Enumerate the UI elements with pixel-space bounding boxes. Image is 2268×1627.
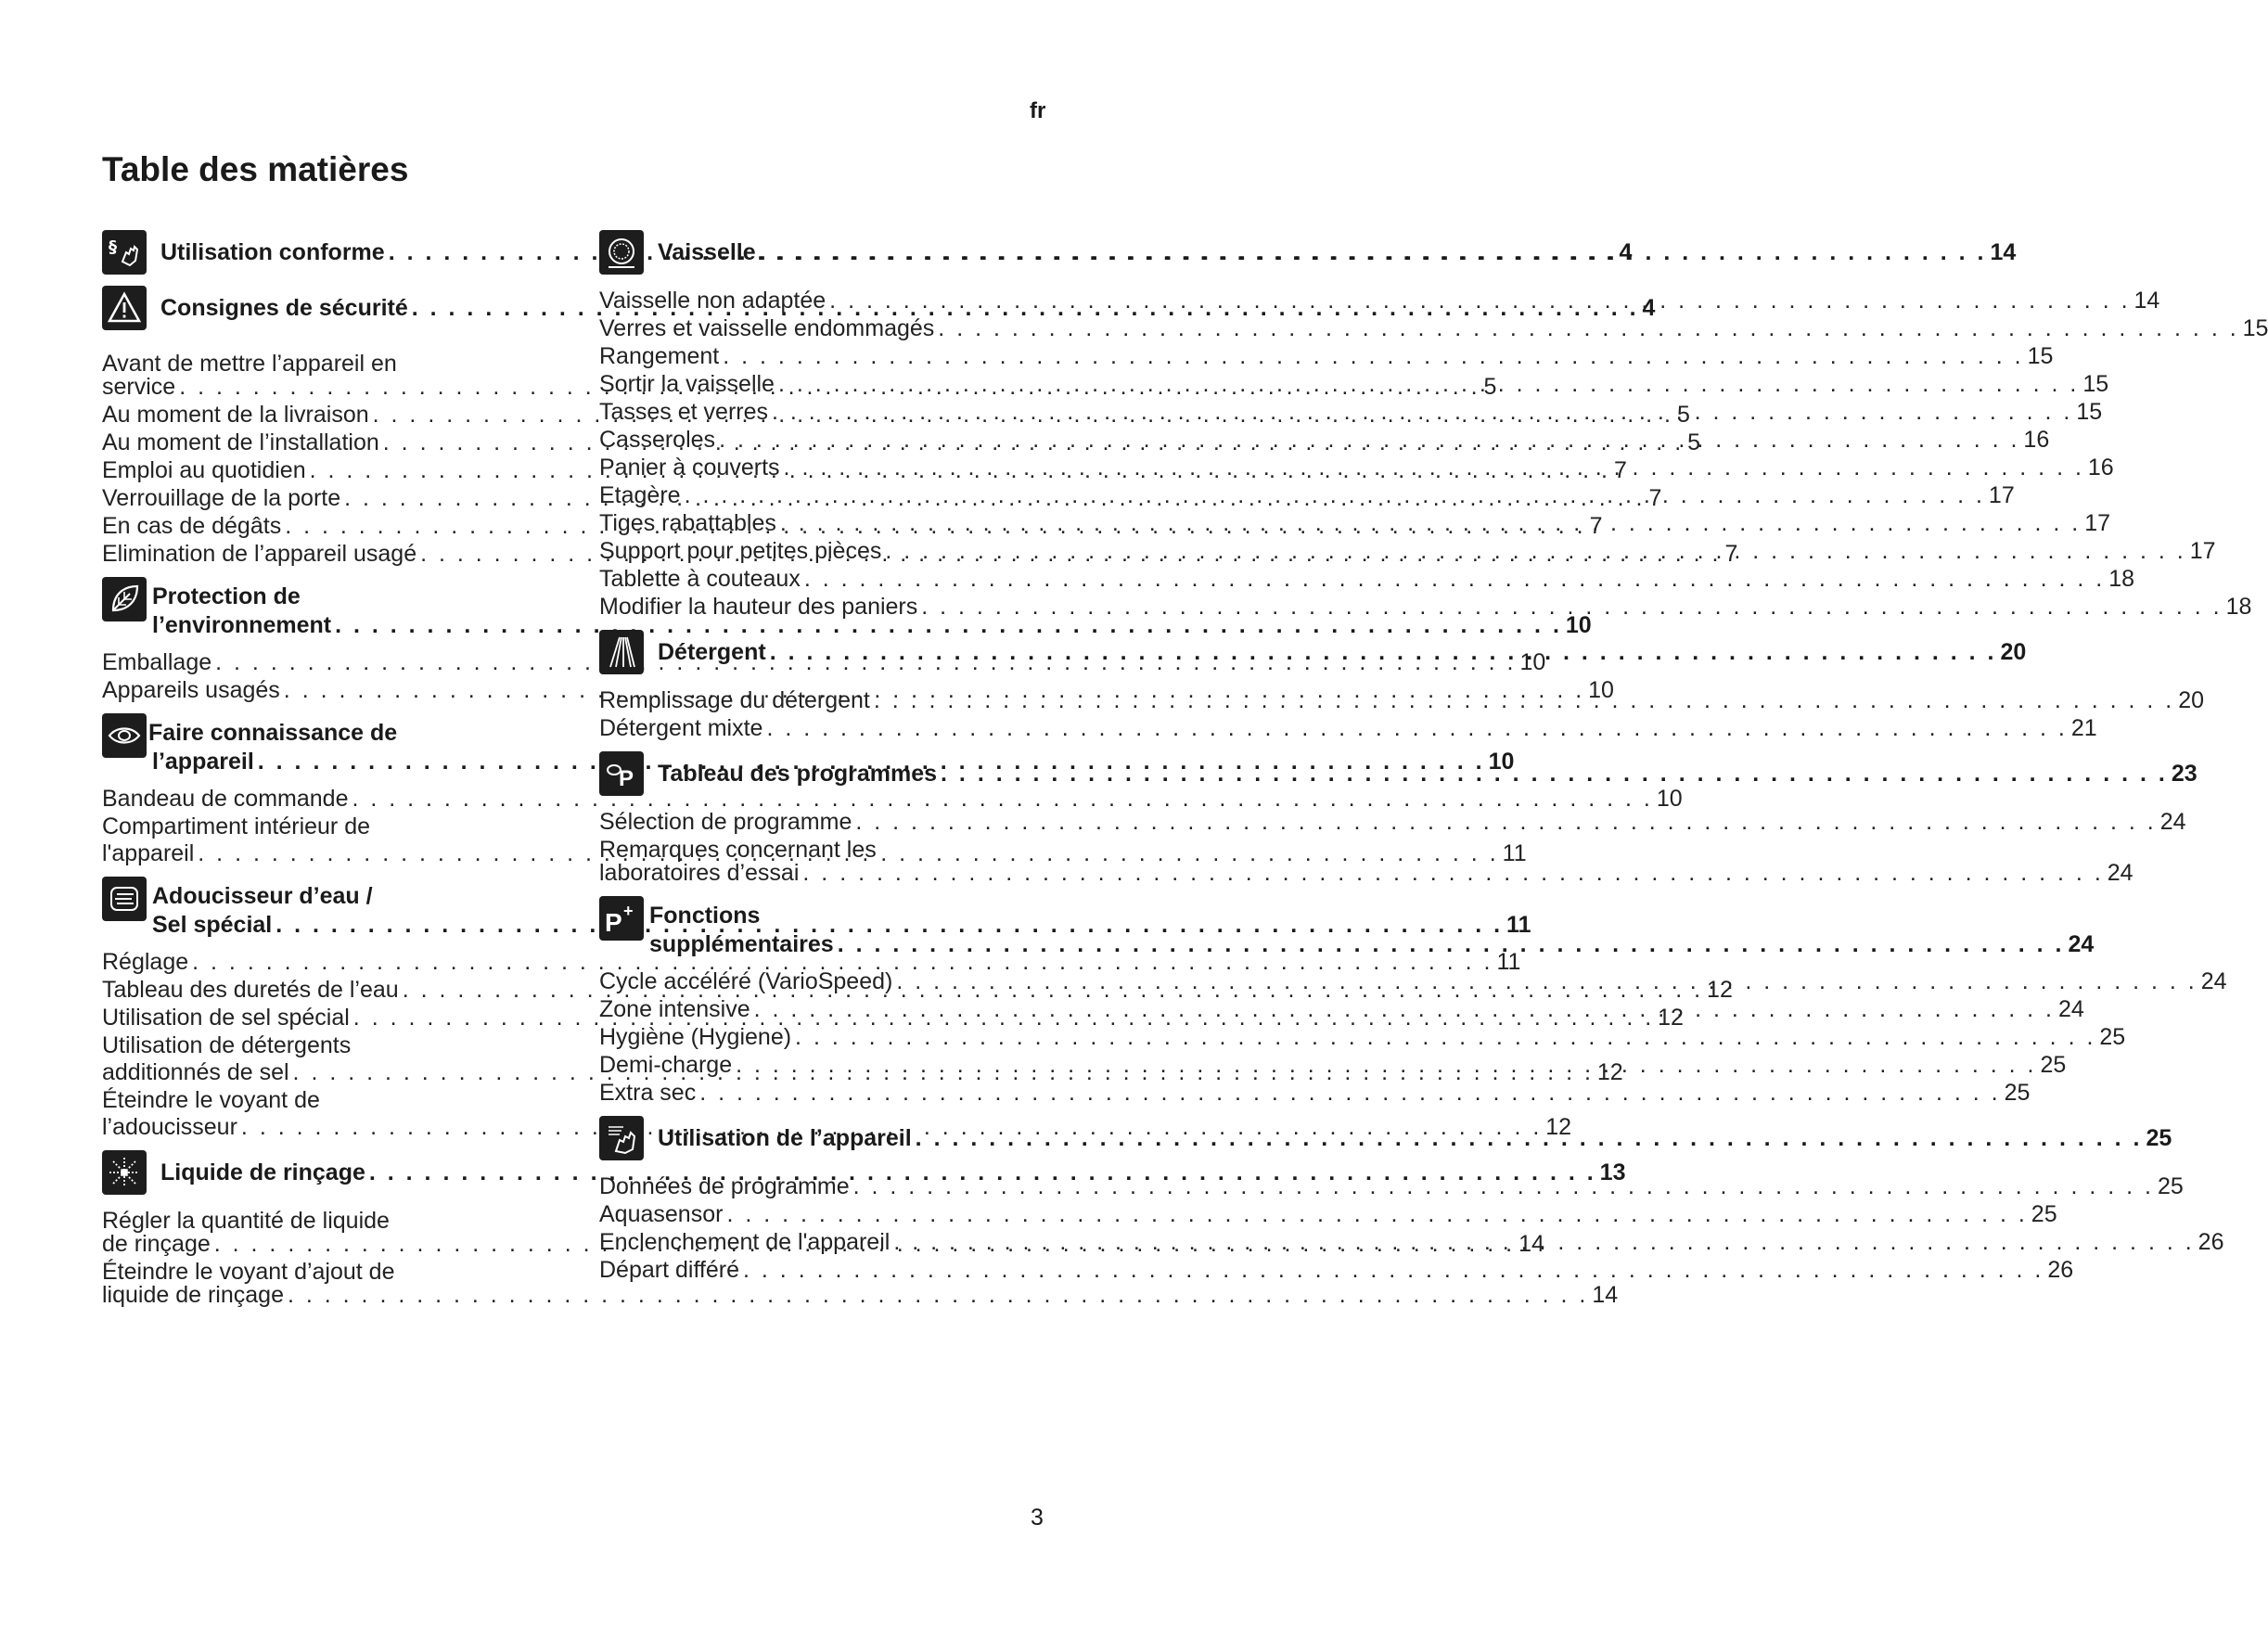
section-page: 4: [1619, 239, 1633, 265]
entry-label: Tasses et verres: [599, 399, 769, 425]
section-title: l’environnement: [152, 612, 332, 638]
section-title: Faire connaissance de: [148, 720, 398, 746]
program-table-icon: [599, 751, 644, 796]
section-title: Consignes de sécurité: [160, 295, 408, 321]
operation-hand-icon: [599, 1116, 644, 1160]
entry-page: 16: [2023, 427, 2050, 453]
entry-label: Emballage: [102, 649, 212, 675]
entry-label: Éteindre le voyant de: [102, 1087, 320, 1113]
section-title: Utilisation conforme: [160, 239, 385, 265]
toc-entry[interactable]: [599, 455, 2114, 481]
section-title: Sel spécial: [152, 912, 273, 938]
entry-label: laboratoires d’essai: [599, 860, 800, 886]
entry-label: Etagère: [599, 482, 681, 508]
entry-page: 14: [1518, 1231, 1544, 1257]
entry-label: Modifier la hauteur des paniers: [599, 594, 918, 620]
entry-page: 15: [2076, 399, 2103, 425]
entry-label: Emploi au quotidien: [102, 457, 306, 483]
entry-label: Au moment de l’installation: [102, 429, 379, 455]
toc-entry[interactable]: [599, 594, 2252, 621]
section-title: Protection de: [152, 583, 301, 609]
svg-text:§: §: [109, 237, 117, 257]
entry-page: 7: [1648, 485, 1662, 511]
toc-entry[interactable]: [102, 786, 1683, 813]
entry-page: 24: [2057, 996, 2084, 1022]
entry-page: 12: [1596, 1059, 1623, 1085]
section-page: 14: [1990, 239, 2017, 265]
toc-entry[interactable]: [102, 949, 1521, 976]
toc-entry[interactable]: [599, 809, 2186, 836]
rinse-aid-icon: [102, 1150, 147, 1195]
language-code: fr: [1030, 98, 1046, 123]
entry-label: Casseroles: [599, 427, 716, 453]
toc-entry[interactable]: [599, 1080, 2031, 1107]
entry-page: 12: [1545, 1114, 1572, 1140]
entry-label: Utilisation de détergents: [102, 1032, 352, 1058]
entry-label: Verres et vaisselle endommagés: [599, 315, 935, 341]
entry-label: additionnés de sel: [102, 1059, 289, 1085]
entry-label: Régler la quantité de liquide: [102, 1208, 390, 1234]
section-title: Détergent: [658, 639, 766, 665]
entry-page: 7: [1724, 541, 1738, 567]
entry-page: 15: [2242, 315, 2268, 341]
entry-page: 20: [2178, 687, 2205, 713]
entry-label: service: [102, 374, 176, 400]
entry-page: 26: [2047, 1257, 2074, 1283]
toc-entry[interactable]: [599, 427, 2050, 454]
entry-page: 25: [2157, 1173, 2184, 1199]
entry-page: 24: [2107, 860, 2133, 886]
entry-page: 14: [2133, 288, 2160, 314]
entry-page: 25: [2040, 1052, 2067, 1078]
entry-label: Hygiène (Hygiene): [599, 1024, 792, 1050]
section-page: 10: [1565, 612, 1592, 638]
entry-page: 17: [2084, 510, 2111, 536]
entry-page: 10: [1519, 649, 1546, 675]
entry-label: En cas de dégâts: [102, 513, 282, 539]
entry-label: Remarques concernant les: [599, 837, 877, 863]
entry-page: 10: [1656, 786, 1683, 812]
entry-label: de rinçage: [102, 1231, 211, 1257]
entry-label: Tiges rabattables: [599, 510, 776, 536]
page-number: 3: [1031, 1505, 1044, 1531]
section-title: Tableau des programmes: [658, 761, 938, 787]
entry-page: 12: [1658, 1005, 1684, 1031]
entry-label: Départ différé: [599, 1257, 740, 1283]
entry-label: Sortir la vaisselle: [599, 371, 775, 397]
entry-page: 21: [2070, 715, 2097, 741]
entry-page: 17: [2189, 538, 2216, 564]
entry-page: 25: [2099, 1024, 2126, 1050]
toc-entry[interactable]: [599, 482, 2015, 509]
section-page: 25: [2146, 1125, 2172, 1151]
softener-icon: [102, 877, 147, 921]
entry-page: 5: [1687, 429, 1701, 455]
entry-page: 11: [1496, 949, 1521, 975]
entry-page: 15: [2027, 343, 2054, 369]
toc-entry[interactable]: [599, 1173, 2184, 1200]
svg-text:P: P: [605, 908, 622, 937]
toc-entry[interactable]: [599, 566, 2134, 593]
toc-entry[interactable]: [599, 1024, 2126, 1051]
section-page: 4: [1642, 295, 1656, 321]
entry-label: Au moment de la livraison: [102, 402, 369, 428]
detergent-icon: [599, 630, 644, 674]
legal-hand-icon: [102, 230, 147, 275]
page-title: Table des matières: [102, 150, 409, 188]
toc-section-vaisselle[interactable]: [599, 230, 2017, 275]
entry-label: Données de programme: [599, 1173, 850, 1199]
entry-page: 14: [1592, 1282, 1619, 1308]
entry-label: Détergent mixte: [599, 715, 763, 741]
entry-label: Support pour petites pièces: [599, 538, 882, 564]
eye-icon: [102, 713, 147, 758]
entry-label: Enclenchement de l'appareil: [599, 1229, 891, 1255]
entry-label: l’adoucisseur: [102, 1114, 237, 1140]
plate-icon: [599, 230, 644, 275]
section-page: 20: [2000, 639, 2027, 665]
entry-label: Aquasensor: [599, 1201, 724, 1227]
entry-page: 26: [2198, 1229, 2224, 1255]
entry-label: Tablette à couteaux: [599, 566, 801, 592]
toc-entry[interactable]: [599, 538, 2216, 565]
section-title: Adoucisseur d’eau /: [152, 883, 373, 909]
section-page: 23: [2171, 761, 2198, 787]
entry-label: Réglage: [102, 949, 189, 975]
section-title: Vaisselle: [658, 239, 756, 265]
entry-label: Utilisation de sel spécial: [102, 1005, 350, 1031]
entry-page: 18: [2225, 594, 2252, 620]
entry-label: Zone intensive: [599, 996, 750, 1022]
entry-label: Appareils usagés: [102, 677, 280, 703]
entry-page: 12: [1707, 977, 1733, 1003]
entry-label: Demi-charge: [599, 1052, 733, 1078]
entry-label: Verrouillage de la porte: [102, 485, 341, 511]
entry-page: 16: [2087, 455, 2114, 480]
entry-page: 11: [1502, 840, 1527, 866]
entry-label: Bandeau de commande: [102, 786, 349, 812]
section-title: Fonctions: [649, 903, 761, 929]
entry-label: Éteindre le voyant d’ajout de: [102, 1259, 395, 1285]
entry-page: 5: [1677, 402, 1690, 428]
toc-entry[interactable]: [599, 1257, 2074, 1284]
toc-entry[interactable]: [599, 1201, 2057, 1228]
entry-label: Tableau des duretés de l’eau: [102, 977, 399, 1003]
entry-page: 18: [2108, 566, 2134, 592]
entry-page: 10: [1588, 677, 1614, 703]
entry-page: 24: [2159, 809, 2186, 835]
toc-entry[interactable]: [599, 715, 2097, 742]
entry-label: Remplissage du détergent: [599, 687, 870, 713]
entry-label: l'appareil: [102, 840, 195, 866]
entry-label: Vaisselle non adaptée: [599, 288, 826, 314]
entry-page: 15: [2082, 371, 2109, 397]
toc-entry[interactable]: [599, 371, 2109, 398]
entry-page: 5: [1483, 374, 1497, 400]
entry-label: Panier à couverts: [599, 455, 780, 480]
entry-page: 24: [2200, 968, 2227, 994]
entry-page: 17: [1988, 482, 2015, 508]
toc-entry[interactable]: [599, 315, 2268, 342]
warning-icon: [102, 286, 147, 330]
entry-label: Avant de mettre l’appareil en: [102, 351, 397, 377]
entry-label: Elimination de l’appareil usagé: [102, 541, 417, 567]
entry-label: liquide de rinçage: [102, 1282, 284, 1308]
toc-entry[interactable]: [599, 399, 2103, 426]
entry-page: 7: [1613, 457, 1627, 483]
entry-label: Compartiment intérieur de: [102, 814, 371, 839]
section-page: 11: [1506, 912, 1531, 938]
entry-page: 25: [2031, 1201, 2057, 1227]
toc-entry[interactable]: [599, 343, 2054, 370]
section-title: Utilisation de l’appareil: [658, 1125, 912, 1151]
entry-label: Sélection de programme: [599, 809, 852, 835]
entry-label: Extra sec: [599, 1080, 697, 1106]
section-title: l’appareil: [152, 749, 254, 775]
toc-entry[interactable]: [599, 510, 2111, 537]
entry-label: Rangement: [599, 343, 720, 369]
section-title: Liquide de rinçage: [160, 1159, 365, 1185]
leaf-icon: [102, 577, 147, 621]
entry-page: 7: [1589, 513, 1603, 539]
section-page: 13: [1599, 1159, 1626, 1185]
entry-label: Cycle accéléré (VarioSpeed): [599, 968, 893, 994]
section-page: 24: [2068, 931, 2095, 957]
svg-text:P: P: [619, 766, 634, 791]
section-page: 10: [1488, 749, 1515, 775]
p-plus-icon: [599, 896, 644, 941]
entry-page: 25: [2004, 1080, 2031, 1106]
svg-text:+: +: [623, 902, 634, 920]
toc-entry[interactable]: [599, 288, 2160, 314]
section-title: supplémentaires: [649, 931, 834, 957]
